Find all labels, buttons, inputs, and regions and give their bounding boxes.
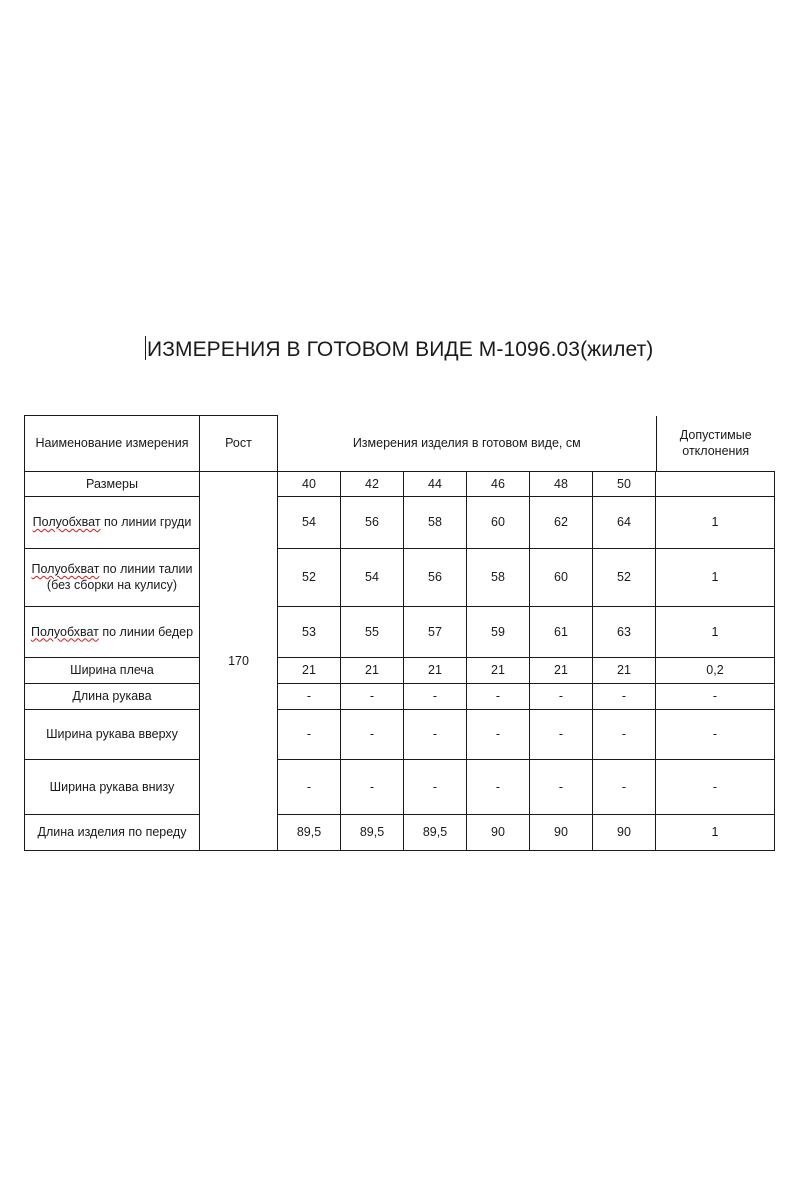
value-cell: 54 [341,548,404,606]
value-cell: 60 [467,496,530,548]
size-cell: 48 [530,471,593,496]
tolerance-cell: 1 [656,548,775,606]
table-row [25,496,775,548]
header-row [25,416,775,472]
value-cell: - [467,683,530,709]
row-label: Ширина плеча [25,657,200,683]
value-cell: 56 [404,548,467,606]
value-cell: 61 [530,606,593,657]
tolerance-cell: - [656,709,775,759]
row-label: Ширина рукава вверху [25,709,200,759]
row-label: Длина рукава [25,683,200,709]
header-height: Рост [200,416,278,472]
size-cell: 44 [404,471,467,496]
height-cell: 170 [200,471,278,850]
value-cell: 21 [278,657,341,683]
value-cell: 55 [341,606,404,657]
tolerance-cell: - [656,759,775,814]
value-cell: 89,5 [278,814,341,850]
row-label: Полуобхват по линии талии (без сборки на кулису) [25,548,200,606]
measurements-table [24,415,775,851]
value-cell: 53 [278,606,341,657]
value-cell: - [404,709,467,759]
value-cell: - [530,709,593,759]
value-cell: - [593,683,656,709]
table-row [25,606,775,657]
tolerance-empty [656,471,775,496]
tolerance-cell: 1 [656,814,775,850]
value-cell: 21 [404,657,467,683]
value-cell: - [593,709,656,759]
value-cell: - [404,683,467,709]
value-cell: 59 [467,606,530,657]
table-row [25,709,775,759]
header-name: Наименование измерения [25,416,200,472]
value-cell: 58 [467,548,530,606]
table-row [25,759,775,814]
value-cell: - [341,759,404,814]
value-cell: - [530,683,593,709]
tolerance-cell: 0,2 [656,657,775,683]
value-cell: - [341,709,404,759]
sizes-label: Размеры [25,471,200,496]
tolerance-cell: 1 [656,606,775,657]
table-row [25,814,775,850]
value-cell: 58 [404,496,467,548]
value-cell: 21 [341,657,404,683]
value-cell: - [278,709,341,759]
value-cell: - [467,709,530,759]
value-cell: - [278,759,341,814]
value-cell: 52 [278,548,341,606]
value-cell: 56 [341,496,404,548]
value-cell: 89,5 [404,814,467,850]
sizes-row [25,471,775,496]
tolerance-cell: - [656,683,775,709]
size-cell: 40 [278,471,341,496]
value-cell: 90 [593,814,656,850]
value-cell: - [404,759,467,814]
value-cell: 21 [593,657,656,683]
value-cell: 54 [278,496,341,548]
value-cell: 63 [593,606,656,657]
size-cell: 46 [467,471,530,496]
row-label: Полуобхват по линии бедер [25,606,200,657]
value-cell: 64 [593,496,656,548]
value-cell: - [278,683,341,709]
value-cell: 90 [467,814,530,850]
value-cell: 60 [530,548,593,606]
text-cursor [145,336,146,360]
document-title: ИЗМЕРЕНИЯ В ГОТОВОМ ВИДЕ М-1096.03(жилет) [147,338,654,361]
table-row [25,657,775,683]
value-cell: 57 [404,606,467,657]
value-cell: 62 [530,496,593,548]
header-measurements: Измерения изделия в готовом виде, см [278,416,656,471]
row-label: Ширина рукава внизу [25,759,200,814]
tolerance-cell: 1 [656,496,775,548]
value-cell: - [467,759,530,814]
value-cell: 90 [530,814,593,850]
table-row [25,548,775,606]
value-cell: 21 [467,657,530,683]
table-row [25,683,775,709]
value-cell: - [341,683,404,709]
value-cell: 52 [593,548,656,606]
row-label: Полуобхват по линии груди [25,496,200,548]
value-cell: 21 [530,657,593,683]
row-label: Длина изделия по переду [25,814,200,850]
value-cell: 89,5 [341,814,404,850]
size-cell: 50 [593,471,656,496]
value-cell: - [593,759,656,814]
value-cell: - [530,759,593,814]
header-tolerance: Допустимые отклонения [679,428,752,458]
size-cell: 42 [341,471,404,496]
